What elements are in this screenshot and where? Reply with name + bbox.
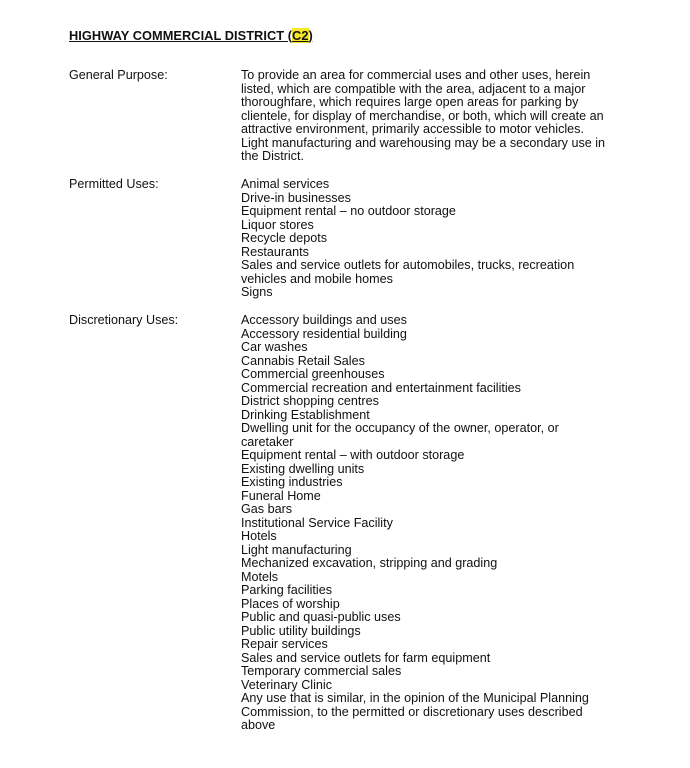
text-line: Cannabis Retail Sales <box>241 353 365 368</box>
text-line: above <box>241 718 276 732</box>
text-line: Mechanized excavation, stripping and grading <box>241 556 498 570</box>
text-line: attractive environment, primarily accessible to motor vehicles. <box>241 122 584 136</box>
text-line: Light manufacturing <box>241 542 352 557</box>
text-line: Sales and service outlets for farm equipment <box>241 650 491 665</box>
text-line: Motels <box>241 569 279 584</box>
text-line: vehicles and mobile homes <box>241 271 393 286</box>
text-line: Existing dwelling units <box>241 461 365 476</box>
text-line: Dwelling unit for the occupancy of the owner, operator, or <box>241 421 559 435</box>
text-line: Accessory residential building <box>241 326 407 341</box>
text-line: Existing industries <box>241 475 343 489</box>
text-line: Any use that is similar, in the opinion of the Municipal Planning <box>241 691 589 705</box>
permitted-uses-list <box>241 178 641 300</box>
text-line: Signs <box>241 285 273 299</box>
page-title <box>69 28 313 43</box>
text-line: To provide an area for commercial uses and other uses, herein <box>241 68 591 82</box>
text-line: Veterinary Clinic <box>241 677 332 692</box>
general-purpose-text <box>241 69 641 164</box>
text-line: Places of worship <box>241 596 340 611</box>
text-line: Hotels <box>241 529 277 543</box>
text-line: Equipment rental – no outdoor storage <box>241 204 456 218</box>
text-line: Accessory buildings and uses <box>241 313 407 327</box>
text-line: Commission, to the permitted or discretionary uses described <box>241 704 583 719</box>
text-line: Parking facilities <box>241 583 332 597</box>
district-code-highlight: C2 <box>292 28 309 43</box>
title-end: ) <box>308 28 313 43</box>
text-line: Light manufacturing and warehousing may be a secondary use in <box>241 135 606 150</box>
text-line: Sales and service outlets for automobiles, trucks, recreation <box>241 258 575 272</box>
general-purpose-label: General Purpose: <box>69 68 168 82</box>
text-line: Drinking Establishment <box>241 407 370 422</box>
text-line: caretaker <box>241 434 294 449</box>
text-line: Restaurants <box>241 244 309 259</box>
text-line: thoroughfare, which requires large open areas for parking by <box>241 95 579 109</box>
text-line: Drive-in businesses <box>241 190 351 205</box>
discretionary-uses-list <box>241 314 641 733</box>
text-line: clientele, for display of merchandise, or both, which will create an <box>241 108 604 123</box>
text-line: Commercial greenhouses <box>241 367 385 381</box>
text-line: Animal services <box>241 177 330 191</box>
text-line: Funeral Home <box>241 488 321 503</box>
text-line: Gas bars <box>241 502 293 516</box>
text-line: Repair services <box>241 637 328 651</box>
text-line: Public utility buildings <box>241 623 361 638</box>
discretionary-uses-label: Discretionary Uses: <box>69 313 179 327</box>
text-line: Temporary commercial sales <box>241 664 402 678</box>
text-line: Car washes <box>241 340 308 354</box>
text-line: Institutional Service Facility <box>241 515 393 530</box>
permitted-uses-label: Permitted Uses: <box>69 177 159 191</box>
text-line: Public and quasi-public uses <box>241 610 401 624</box>
text-line: listed, which are compatible with the area, adjacent to a major <box>241 81 586 96</box>
text-line: the District. <box>241 149 304 163</box>
text-line: Equipment rental – with outdoor storage <box>241 448 465 462</box>
text-line: Recycle depots <box>241 231 328 245</box>
text-line: Commercial recreation and entertainment facilities <box>241 380 521 395</box>
text-line: District shopping centres <box>241 394 379 408</box>
text-line: Liquor stores <box>241 217 314 232</box>
title-main: HIGHWAY COMMERCIAL DISTRICT ( <box>69 28 293 43</box>
